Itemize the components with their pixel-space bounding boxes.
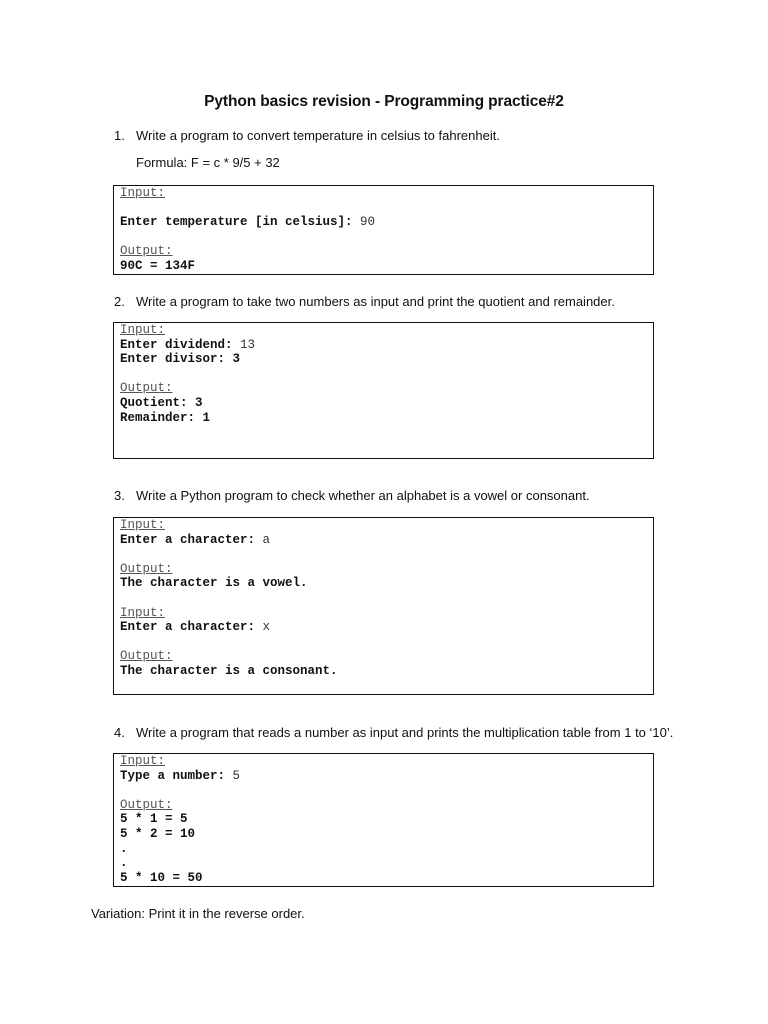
input-prompt: Enter a character: <box>120 620 263 635</box>
input-value: 5 <box>232 768 241 783</box>
input-label: Input: <box>120 754 166 768</box>
output-label: Output: <box>120 381 173 396</box>
question-number: 4. <box>114 725 125 740</box>
example-box-4 <box>113 753 654 887</box>
input-prompt: Enter dividend: <box>120 337 241 352</box>
input-prompt: Type a number: <box>120 768 233 783</box>
input-label: Input: <box>120 323 166 337</box>
output-line: Quotient: 3 <box>120 395 203 410</box>
variation-note: Variation: Print it in the reverse order. <box>91 906 305 921</box>
input-label: Input: <box>120 186 166 200</box>
question-2 <box>114 293 615 311</box>
output-label: Output: <box>120 649 173 664</box>
ellipsis-dot: . <box>120 856 128 871</box>
question-4 <box>114 724 673 742</box>
example-box-3 <box>113 517 654 695</box>
example-box-2 <box>113 322 654 459</box>
formula-text: Formula: F = c * 9/5 + 32 <box>136 155 280 170</box>
question-text: Write a program to convert temperature in celsius to fahrenheit. <box>136 128 500 143</box>
question-number: 1. <box>114 128 125 143</box>
input-label: Input: <box>120 518 166 532</box>
input-value: x <box>262 620 271 635</box>
input-value: 13 <box>240 337 256 352</box>
input-line: Enter divisor: 3 <box>120 352 241 367</box>
input-prompt: Enter temperature [in celsius]: <box>120 215 361 230</box>
question-text: Write a Python program to check whether an alphabet is a vowel or consonant. <box>136 488 590 503</box>
page-title: Python basics revision - Programming practice#2 <box>204 93 564 110</box>
output-label: Output: <box>120 244 173 259</box>
output-line: Remainder: 1 <box>120 410 211 425</box>
output-line: The character is a vowel. <box>120 576 308 591</box>
output-label: Output: <box>120 561 173 576</box>
question-1 <box>114 127 500 145</box>
output-line: 5 * 10 = 50 <box>120 870 203 885</box>
input-label: Input: <box>120 605 166 620</box>
output-line: 5 * 1 = 5 <box>120 812 188 827</box>
input-value: a <box>262 532 271 547</box>
output-line: 90C = 134F <box>120 258 196 273</box>
ellipsis-dot: . <box>120 841 128 856</box>
question-number: 3. <box>114 488 125 503</box>
question-3 <box>114 487 590 505</box>
output-line: The character is a consonant. <box>120 663 338 678</box>
question-number: 2. <box>114 294 125 309</box>
question-text: Write a program that reads a number as input and prints the multiplication table from 1 to ‘10’. <box>136 725 674 740</box>
output-label: Output: <box>120 797 173 812</box>
input-value: 90 <box>360 215 376 230</box>
output-line: 5 * 2 = 10 <box>120 826 196 841</box>
example-box-1 <box>113 185 654 275</box>
question-text: Write a program to take two numbers as input and print the quotient and remainder. <box>136 294 615 309</box>
input-prompt: Enter a character: <box>120 532 263 547</box>
